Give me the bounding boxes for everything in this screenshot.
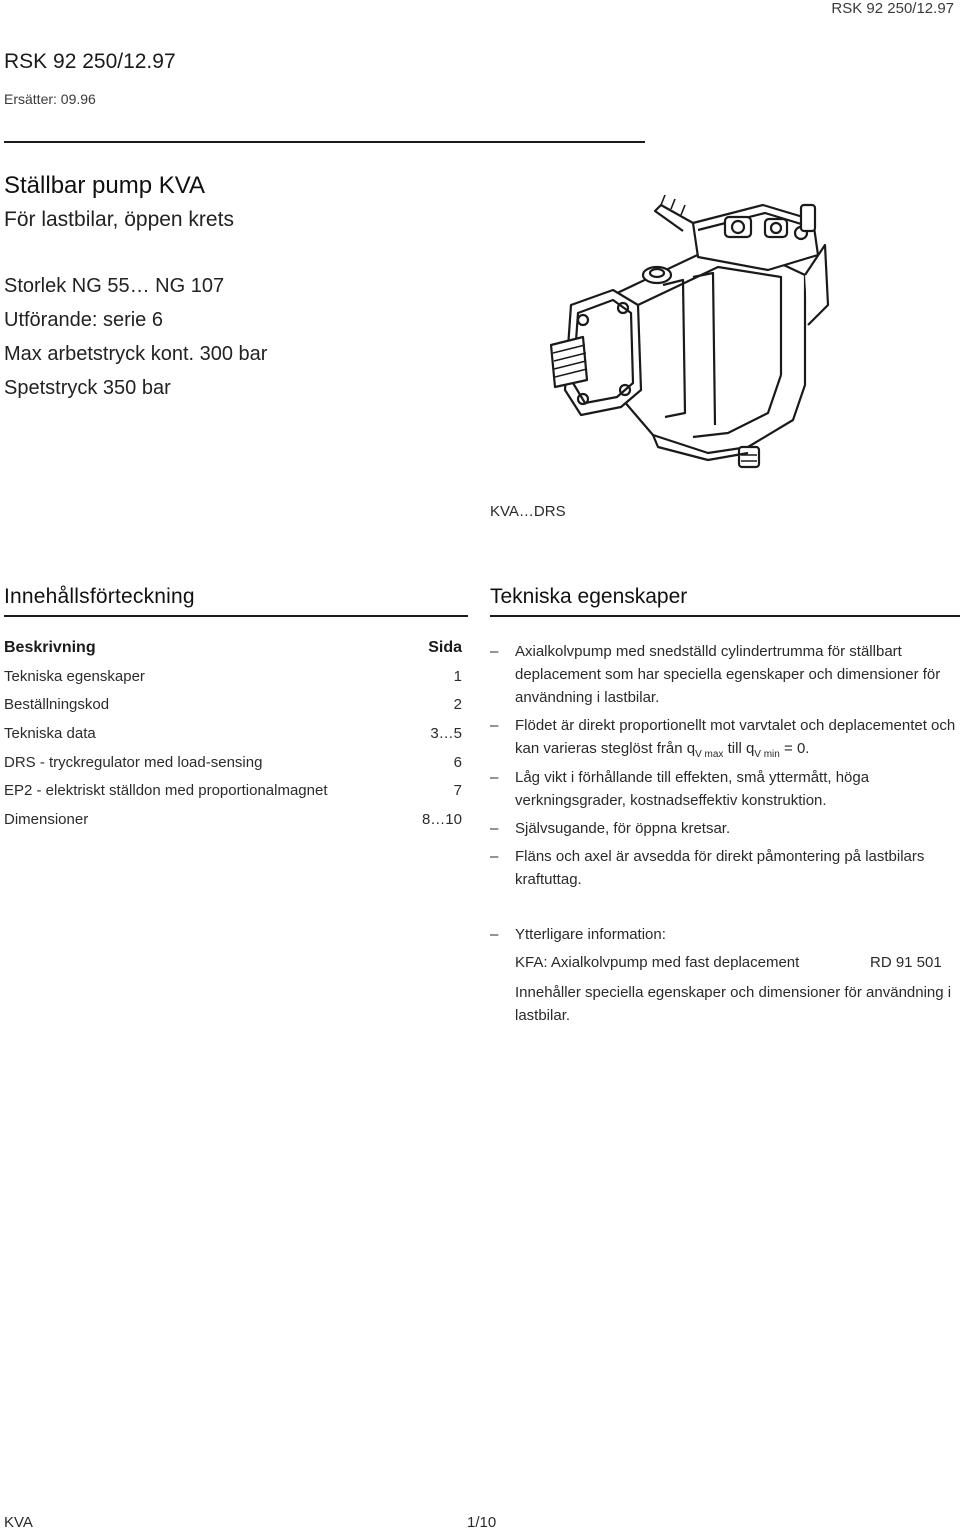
features-heading: Tekniska egenskaper: [490, 585, 688, 608]
feature-bullet: [490, 766, 960, 814]
toc-row: [4, 782, 462, 804]
toc-row-title: EP2 - elektriskt ställdon med proportionalmagnet: [4, 782, 328, 799]
toc-header-row: [4, 639, 462, 661]
toc-row: [4, 754, 462, 776]
kfa-description: Innehåller speciella egenskaper och dimensioner för användning i lastbilar.: [515, 984, 952, 1024]
bullet-dash: –: [490, 848, 499, 865]
toc-row-page: 1: [453, 668, 462, 685]
page-subtitle: För lastbilar, öppen krets: [4, 208, 234, 231]
toc-heading: Innehållsförteckning: [4, 585, 195, 608]
toc-row-title: Dimensioner: [4, 811, 89, 828]
page-title: Ställbar pump KVA: [4, 172, 205, 199]
spec-size: Storlek NG 55… NG 107: [4, 275, 225, 297]
footer-product: KVA: [4, 1514, 33, 1531]
flow-sub-min: V min: [754, 749, 780, 760]
toc-col-page: Sida: [428, 639, 462, 656]
feature-bullet: [490, 640, 960, 710]
pump-illustration: [543, 185, 833, 480]
spec-version: Utförande: serie 6: [4, 309, 163, 331]
kfa-reference-text: KFA: Axialkolvpump med fast deplacement: [515, 954, 800, 971]
header-document-code: RSK 92 250/12.97: [831, 0, 954, 17]
toc-row-page: 8…10: [421, 811, 462, 828]
document-code: RSK 92 250/12.97: [4, 50, 176, 73]
flow-text: Flödet är direkt proportionellt mot varvtalet och deplacementet och kan varieras steglöst från q: [515, 717, 956, 757]
bullet-dash: –: [490, 769, 499, 786]
additional-info-label: Ytterligare information:: [515, 926, 666, 943]
features-divider: [490, 615, 960, 617]
toc-row: [4, 725, 462, 747]
kfa-reference-number: RD 91 501: [870, 954, 942, 971]
top-divider: [4, 141, 645, 143]
footer-page-number: 1/10: [467, 1514, 497, 1531]
feature-text: Axialkolvpump med snedställd cylindertrumma för ställbart deplacement som har speciella egenskaper och dimensioner för användning i lastbilar.: [515, 643, 941, 706]
flow-sub-max: V max: [695, 749, 724, 760]
feature-text: Självsugande, för öppna kretsar.: [515, 820, 731, 837]
toc-row-title: Beställningskod: [4, 696, 110, 713]
toc-row-page: 2: [453, 696, 462, 713]
bullet-dash: –: [490, 820, 499, 837]
toc-row: [4, 696, 462, 718]
replaces-date: Ersätter: 09.96: [4, 91, 96, 107]
toc-row: [4, 668, 462, 690]
figure-caption: KVA…DRS: [490, 503, 566, 520]
feature-text-flow: [515, 714, 960, 766]
bullet-dash: –: [490, 926, 499, 943]
spec-max-pressure: Max arbetstryck kont. 300 bar: [4, 343, 268, 365]
spec-peak-pressure: Spetstryck 350 bar: [4, 377, 171, 399]
toc-divider: [4, 615, 468, 617]
feature-text: Låg vikt i förhållande till effekten, små yttermått, höga verkningsgrader, kostnadseffektiv konstruktion.: [515, 769, 870, 809]
bullet-dash: –: [490, 717, 499, 734]
flow-end: = 0.: [779, 740, 810, 757]
toc-row-title: Tekniska data: [4, 725, 96, 742]
feature-bullet: [490, 845, 960, 893]
toc-row-title: DRS - tryckregulator med load-sensing: [4, 754, 263, 771]
toc-col-description: Beskrivning: [4, 639, 96, 656]
flow-mid: till q: [723, 740, 755, 757]
feature-bullet: [490, 714, 960, 762]
feature-bullet: [490, 817, 960, 841]
feature-text: Fläns och axel är avsedda för direkt påmontering på lastbilars kraftuttag.: [515, 848, 925, 888]
toc-row-page: 7: [453, 782, 462, 799]
toc-row-page: 3…5: [430, 725, 462, 742]
toc-row-title: Tekniska egenskaper: [4, 668, 145, 685]
toc-row-page: 6: [453, 754, 462, 771]
toc-row: [4, 811, 462, 833]
bullet-dash: –: [490, 643, 499, 660]
